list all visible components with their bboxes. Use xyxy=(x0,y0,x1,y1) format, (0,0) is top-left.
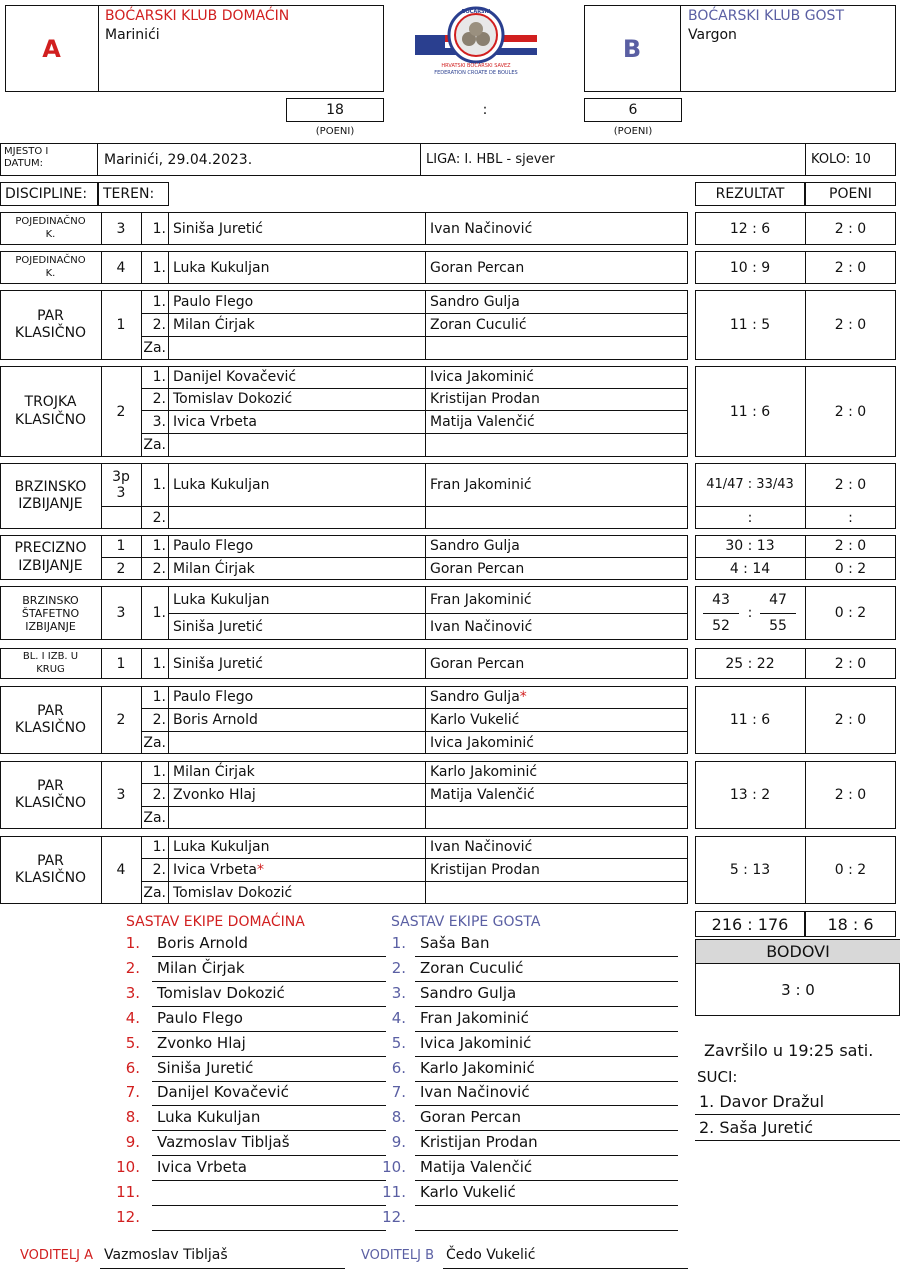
guest-player: Karlo Vukelić xyxy=(430,711,520,728)
guest-player: Sandro Gulja * xyxy=(430,689,527,705)
home-roster-list xyxy=(114,934,386,1238)
home-player: Paulo Flego xyxy=(173,293,254,310)
court-number: 1 xyxy=(116,317,126,333)
guest-player: Goran Percan xyxy=(430,259,525,276)
roster-number: 10. xyxy=(382,1158,406,1177)
home-player: Boris Arnold xyxy=(173,711,258,728)
player-index: 1. xyxy=(152,605,166,621)
result-header: REZULTAT xyxy=(695,182,805,206)
player-index: 1. xyxy=(152,655,166,672)
score-separator: : xyxy=(482,102,488,118)
guest-player: Matija Valenčić xyxy=(430,786,535,803)
player-index: 2. xyxy=(152,711,166,728)
home-player: Luka Kukuljan xyxy=(173,591,270,608)
roster-player-name: Milan Čirjak xyxy=(157,958,245,977)
discipline-label: PAR KLASIČNO xyxy=(14,777,87,811)
relay-guest-value: 47 xyxy=(769,592,787,608)
home-substitute: Tomislav Dokozić xyxy=(173,884,293,901)
court-number: 1 xyxy=(116,538,126,554)
player-index: 1. xyxy=(152,293,166,310)
referee-2: 2. Saša Juretić xyxy=(699,1118,813,1137)
substitution-mark: * xyxy=(256,861,264,878)
match-points: 0 : 2 xyxy=(834,862,867,878)
roster-player-name: Saša Ban xyxy=(420,934,490,952)
away-roster-title: SASTAV EKIPE GOSTA xyxy=(391,914,541,930)
roster-number: 4. xyxy=(125,1008,140,1027)
roster-player-name: Ivan Načinović xyxy=(420,1083,530,1102)
match-result: 5 : 13 xyxy=(729,862,771,878)
roster-player-name: Karlo Jakominić xyxy=(420,1058,535,1077)
away-roster-list xyxy=(380,934,678,1238)
home-team-name: Marinići xyxy=(105,27,160,43)
manager-a-label: VODITELJ A xyxy=(20,1248,93,1263)
discipline-label: TROJKA KLASIČNO xyxy=(14,394,87,428)
referees-label: SUCI: xyxy=(697,1068,738,1086)
player-index: 1. xyxy=(152,220,166,237)
roster-number: 11. xyxy=(116,1183,140,1201)
roster-player-name: Zoran Cuculić xyxy=(420,958,524,977)
roster-number: 7. xyxy=(391,1083,406,1102)
player-index: 2. xyxy=(152,509,166,526)
guest-player: Sandro Gulja xyxy=(430,293,520,310)
player-index: 2. xyxy=(152,391,166,407)
home-team-letter: A xyxy=(42,34,61,63)
player-index: 1. xyxy=(152,476,166,493)
home-player: Milan Ćirjak xyxy=(173,764,255,780)
home-player: Paulo Flego xyxy=(173,689,254,705)
roster-number: 12. xyxy=(116,1207,140,1226)
guest-player: Karlo Jakominić xyxy=(430,764,538,780)
match-result: 11 : 5 xyxy=(729,317,771,333)
guest-player: Ivan Načinović xyxy=(430,618,533,635)
match-points: 2 : 0 xyxy=(834,538,867,554)
discipline-label: BL. I IZB. U KRUG xyxy=(22,651,79,675)
player-index: 2. xyxy=(152,560,166,577)
player-index: 1. xyxy=(152,259,166,276)
player-index: 3. xyxy=(152,413,166,430)
home-player: Danijel Kovačević xyxy=(173,369,297,385)
home-points-label: (POENI) xyxy=(315,125,355,137)
discipline-label: PRECIZNO IZBIJANJE xyxy=(14,540,87,574)
roster-number: 3. xyxy=(125,983,140,1002)
home-player: Siniša Juretić xyxy=(173,220,264,237)
home-team-label: BOĆARSKI KLUB DOMAĆIN xyxy=(105,8,290,24)
guest-player: Sandro Gulja xyxy=(430,538,520,554)
home-player: Luka Kukuljan xyxy=(173,476,270,493)
away-score: 6 xyxy=(584,98,682,122)
home-player: Tomislav Dokozić xyxy=(173,391,293,407)
guest-substitute: Ivica Jakominić xyxy=(430,734,534,751)
round: KOLO: 10 xyxy=(811,152,871,167)
roster-number: 6. xyxy=(391,1058,406,1077)
roster-number: 9. xyxy=(391,1133,406,1152)
match-result: 12 : 6 xyxy=(729,220,771,237)
match-points: 0 : 2 xyxy=(834,560,867,577)
match-points: 2 : 0 xyxy=(834,712,867,728)
roster-player-name: Kristijan Prodan xyxy=(420,1133,538,1152)
guest-player: Matija Valenčić xyxy=(430,413,535,430)
guest-team-label: BOĆARSKI KLUB GOST xyxy=(688,8,844,24)
substitute-index: Za. xyxy=(143,884,166,901)
discipline-label: POJEDINAČNO K. xyxy=(15,216,86,240)
home-player: Luka Kukuljan xyxy=(173,839,270,855)
roster-player-name: Paulo Flego xyxy=(157,1008,243,1027)
roster-number: 4. xyxy=(391,1008,406,1027)
league: LIGA: I. HBL - sjever xyxy=(426,152,555,167)
discipline-label: PAR KLASIČNO xyxy=(14,307,87,341)
discipline-header: DISCIPLINE: xyxy=(0,182,98,206)
player-index: 1. xyxy=(152,689,166,705)
roster-player-name: Matija Valenčić xyxy=(420,1158,533,1177)
guest-player: Ivica Jakominić xyxy=(430,369,534,385)
match-result: 4 : 14 xyxy=(729,560,771,577)
home-player: Milan Ćirjak xyxy=(173,560,255,577)
place-date-value: Marinići, 29.04.2023. xyxy=(104,151,253,168)
roster-player-name: Ivica Jakominić xyxy=(420,1033,532,1052)
discipline-label: BRZINSKO ŠTAFETNO IZBIJANJE xyxy=(21,593,80,633)
roster-number: 7. xyxy=(125,1083,140,1102)
home-player: Ivica Vrbeta * xyxy=(173,861,264,878)
roster-number: 1. xyxy=(125,934,140,952)
substitute-index: Za. xyxy=(143,734,166,751)
roster-number: 11. xyxy=(382,1183,406,1201)
roster-number: 2. xyxy=(391,958,406,977)
discipline-label: POJEDINAČNO K. xyxy=(15,255,86,279)
match-points: 2 : 0 xyxy=(834,317,867,333)
court-number: 4 xyxy=(116,259,126,276)
roster-number: 12. xyxy=(382,1207,406,1226)
roster-player-name: Danijel Kovačević xyxy=(157,1083,289,1102)
roster-number: 10. xyxy=(116,1158,140,1177)
federation-logo: BOĆARSKI HRVATSKI BOĆARSKI SAVEZ FEDERATION CROATE DE BOULES xyxy=(413,5,539,81)
court-number: 2 xyxy=(116,403,126,420)
home-score: 18 xyxy=(286,98,384,122)
match-result: 10 : 9 xyxy=(729,259,771,276)
match-points: 2 : 0 xyxy=(834,220,867,237)
match-points: 0 : 2 xyxy=(834,605,867,621)
total-points: 18 : 6 xyxy=(805,911,896,937)
manager-b-name: Čedo Vukelić xyxy=(446,1247,536,1263)
guest-team-name: Vargon xyxy=(688,27,737,43)
roster-number: 1. xyxy=(391,934,406,952)
court-header: TEREN: xyxy=(98,182,169,206)
roster-player-name: Karlo Vukelić xyxy=(420,1183,516,1201)
manager-a-name: Vazmoslav Tibljaš xyxy=(104,1247,228,1263)
court-number: 3p 3 xyxy=(112,468,130,501)
court-number: 3 xyxy=(116,220,126,237)
player-index: 2. xyxy=(152,861,166,878)
discipline-label: PAR KLASIČNO xyxy=(14,852,87,886)
player-index: 1. xyxy=(152,538,166,554)
match-result: 13 : 2 xyxy=(729,787,771,803)
total-result: 216 : 176 xyxy=(695,911,805,937)
roster-player-name: Ivica Vrbeta xyxy=(157,1158,247,1177)
guest-player: Kristijan Prodan xyxy=(430,861,540,878)
player-index: 1. xyxy=(152,839,166,855)
roster-player-name: Vazmoslav Tibljaš xyxy=(157,1133,290,1152)
guest-player: Ivan Načinović xyxy=(430,839,533,855)
guest-player: Zoran Cuculić xyxy=(430,316,527,333)
home-player: Zvonko Hlaj xyxy=(173,786,256,803)
away-points-label: (POENI) xyxy=(613,125,653,137)
match-points: 2 : 0 xyxy=(834,476,867,493)
player-index: 2. xyxy=(152,786,166,803)
court-number: 3 xyxy=(116,787,126,803)
roster-player-name: Luka Kukuljan xyxy=(157,1108,261,1127)
roster-number: 5. xyxy=(391,1033,406,1052)
roster-player-name: Goran Percan xyxy=(420,1108,521,1127)
court-number: 2 xyxy=(116,560,126,577)
match-points: 2 : 0 xyxy=(834,259,867,276)
home-player: Ivica Vrbeta xyxy=(173,413,257,430)
manager-b-label: VODITELJ B xyxy=(361,1248,435,1263)
home-player: Milan Ćirjak xyxy=(173,316,255,333)
guest-player: Goran Percan xyxy=(430,560,525,577)
roster-player-name: Zvonko Hlaj xyxy=(157,1033,246,1052)
guest-player: Fran Jakominić xyxy=(430,591,532,608)
roster-player-name: Fran Jakominić xyxy=(420,1008,529,1027)
relay-home-value: 43 xyxy=(712,592,730,608)
relay-guest-value: 55 xyxy=(769,618,787,634)
match-result: 11 : 6 xyxy=(729,403,771,420)
bodovi-label: BODOVI xyxy=(696,940,900,964)
bodovi-value: 3 : 0 xyxy=(781,981,815,999)
player-index: 1. xyxy=(152,764,166,780)
home-player: Paulo Flego xyxy=(173,538,254,554)
guest-player: Fran Jakominić xyxy=(430,476,532,493)
roster-number: 8. xyxy=(391,1108,406,1127)
discipline-label: PAR KLASIČNO xyxy=(14,702,87,736)
guest-team-letter: B xyxy=(622,34,642,63)
points-header: POENI xyxy=(805,182,896,206)
substitute-index: Za. xyxy=(143,340,166,356)
roster-player-name: Boris Arnold xyxy=(157,934,248,952)
roster-number: 6. xyxy=(125,1058,140,1077)
guest-player: Kristijan Prodan xyxy=(430,391,540,407)
substitution-mark: * xyxy=(519,689,527,705)
substitute-index: Za. xyxy=(143,437,166,453)
roster-number: 3. xyxy=(391,983,406,1002)
match-result: 25 : 22 xyxy=(725,655,775,672)
roster-player-name: Siniša Juretić xyxy=(157,1058,254,1077)
court-number: 3 xyxy=(116,605,126,621)
end-time: Završilo u 19:25 sati. xyxy=(704,1041,874,1060)
guest-player: Goran Percan xyxy=(430,655,525,672)
relay-home-value: 52 xyxy=(712,618,730,634)
match-points: 2 : 0 xyxy=(834,787,867,803)
roster-number: 2. xyxy=(125,958,140,977)
roster-number: 8. xyxy=(125,1108,140,1127)
home-roster-title: SASTAV EKIPE DOMAĆINA xyxy=(126,914,305,930)
match-result: 30 : 13 xyxy=(725,538,775,554)
match-result: 11 : 6 xyxy=(729,712,771,728)
relay-separator: : xyxy=(747,605,753,621)
guest-player: Ivan Načinović xyxy=(430,220,533,237)
roster-player-name: Tomislav Dokozić xyxy=(157,983,285,1002)
match-points: 2 : 0 xyxy=(834,403,867,420)
home-player: Siniša Juretić xyxy=(173,655,264,672)
match-result: : xyxy=(747,509,753,526)
substitute-index: Za. xyxy=(143,809,166,826)
roster-number: 9. xyxy=(125,1133,140,1152)
court-number: 1 xyxy=(116,655,126,672)
court-number: 2 xyxy=(116,712,126,728)
place-date-label: MJESTO I DATUM: xyxy=(4,146,49,169)
roster-number: 5. xyxy=(125,1033,140,1052)
home-player: Siniša Juretić xyxy=(173,618,264,635)
home-player: Luka Kukuljan xyxy=(173,259,270,276)
discipline-label: BRZINSKO IZBIJANJE xyxy=(14,478,87,512)
court-number: 4 xyxy=(116,862,126,878)
player-index: 1. xyxy=(152,369,166,385)
referee-1: 1. Davor Dražul xyxy=(699,1092,825,1111)
player-index: 2. xyxy=(152,316,166,333)
match-points: 2 : 0 xyxy=(834,655,867,672)
match-result: 41/47 : 33/43 xyxy=(706,477,794,492)
match-points: : xyxy=(848,509,853,526)
roster-player-name: Sandro Gulja xyxy=(420,983,517,1002)
